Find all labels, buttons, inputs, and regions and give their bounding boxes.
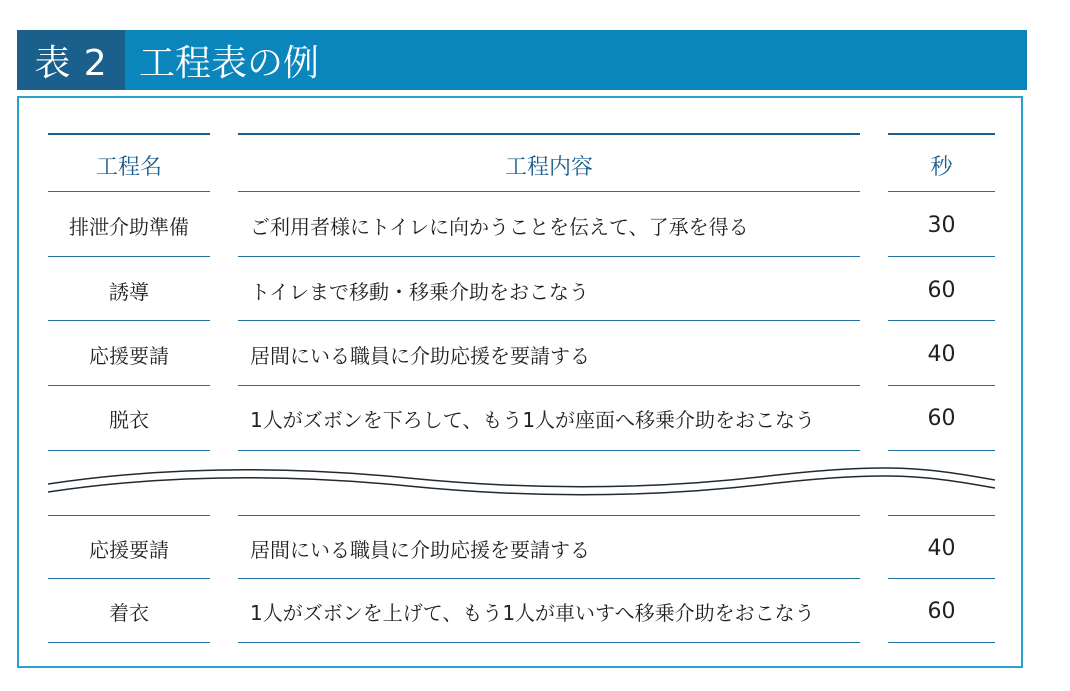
row-divider <box>48 515 210 516</box>
row-divider <box>48 256 210 257</box>
process-seconds: 60 <box>927 405 956 431</box>
header-bottom-rule-content <box>238 191 860 192</box>
row-divider <box>48 320 210 321</box>
process-seconds: 60 <box>927 598 956 624</box>
title-bar <box>17 30 1027 90</box>
process-content: 居間にいる職員に介助応援を要請する <box>250 537 590 562</box>
process-name: 応援要請 <box>89 343 169 368</box>
row-divider <box>238 515 860 516</box>
row-divider <box>238 450 860 451</box>
header-seconds: 秒 <box>930 154 953 180</box>
process-seconds: 30 <box>927 212 956 238</box>
row-divider <box>238 385 860 386</box>
row-divider <box>888 642 995 643</box>
row-divider <box>888 320 995 321</box>
header-process-content: 工程内容 <box>504 154 593 180</box>
row-divider <box>48 385 210 386</box>
row-divider <box>48 642 210 643</box>
header-bottom-rule-name <box>48 191 210 192</box>
process-name: 脱衣 <box>109 407 149 432</box>
row-divider <box>238 256 860 257</box>
page-title: 工程表の例 <box>139 42 320 84</box>
process-seconds: 60 <box>927 277 956 303</box>
row-divider <box>48 450 210 451</box>
header-top-rule-seconds <box>888 133 995 135</box>
header-top-rule-content <box>238 133 860 135</box>
process-seconds: 40 <box>927 341 956 367</box>
process-content: トイレまで移動・移乗介助をおこなう <box>250 279 589 304</box>
row-divider <box>48 578 210 579</box>
process-name: 排泄介助準備 <box>69 214 189 239</box>
table-break-wave <box>48 462 995 498</box>
header-bottom-rule-seconds <box>888 191 995 192</box>
row-divider <box>888 385 995 386</box>
row-divider <box>888 578 995 579</box>
process-content: 居間にいる職員に介助応援を要請する <box>250 343 590 368</box>
process-name: 着衣 <box>109 600 149 625</box>
row-divider <box>238 320 860 321</box>
row-divider <box>888 515 995 516</box>
process-content: ご利用者様にトイレに向かうことを伝えて、了承を得る <box>250 214 749 239</box>
row-divider <box>238 642 860 643</box>
process-content: 1人がズボンを下ろして、もう1人が座面へ移乗介助をおこなう <box>250 407 816 432</box>
process-name: 誘導 <box>109 279 149 304</box>
row-divider <box>888 450 995 451</box>
process-name: 応援要請 <box>89 537 169 562</box>
process-seconds: 40 <box>927 535 956 561</box>
header-top-rule-name <box>48 133 210 135</box>
table-number-label: 表 2 <box>17 30 125 90</box>
row-divider <box>888 256 995 257</box>
process-content: 1人がズボンを上げて、もう1人が車いすへ移乗介助をおこなう <box>250 600 815 625</box>
header-process-name: 工程名 <box>95 154 162 180</box>
row-divider <box>238 578 860 579</box>
